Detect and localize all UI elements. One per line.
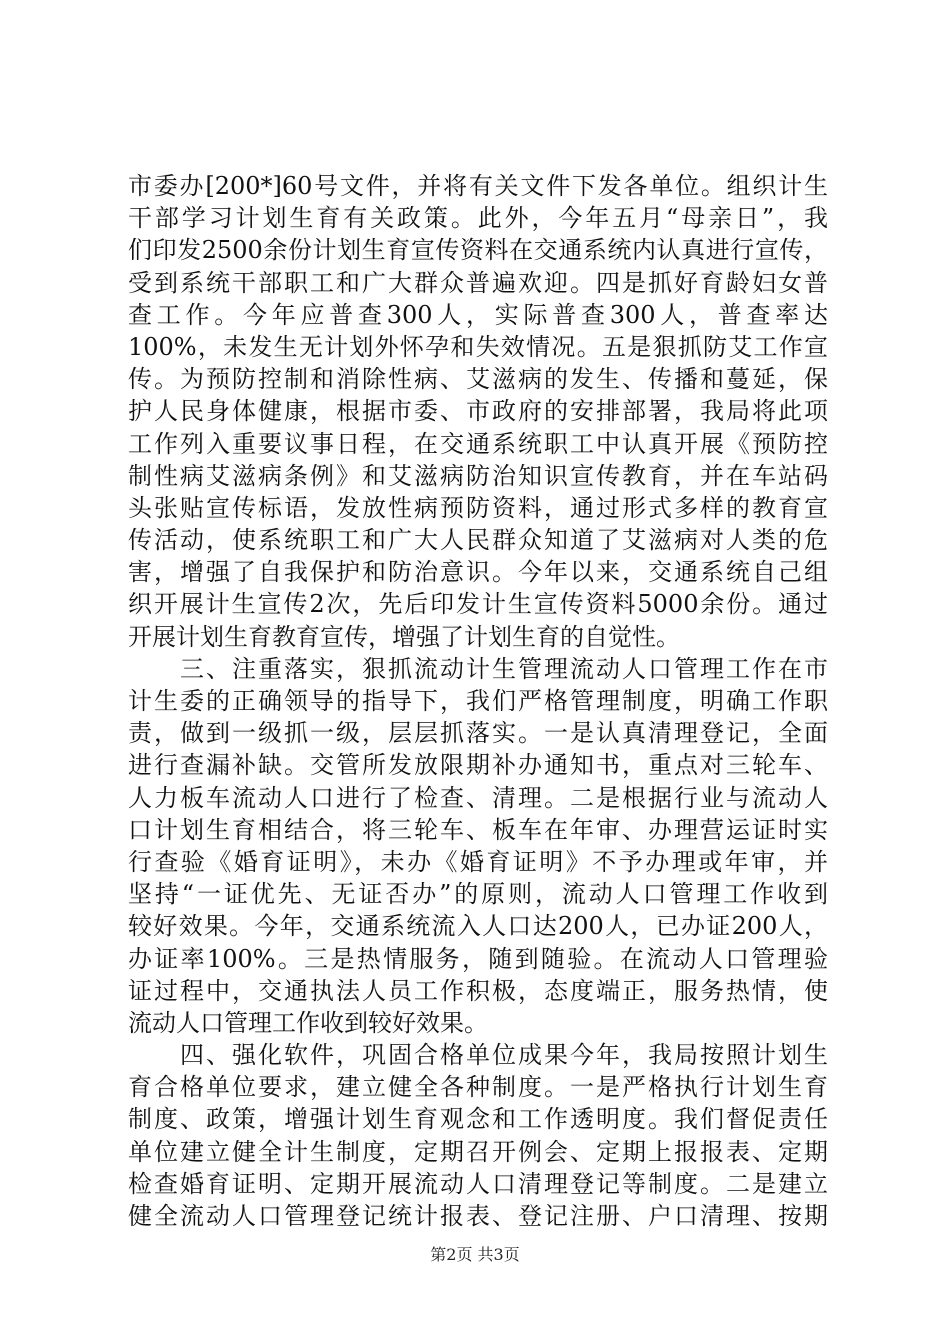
text-line: 三、注重落实，狠抓流动计生管理流动人口管理工作在市 bbox=[128, 654, 828, 683]
text-line: 责，做到一级抓一级，层层抓落实。一是认真清理登记，全面 bbox=[128, 719, 828, 748]
text-line: 证过程中，交通执法人员工作积极，态度端正，服务热情，使 bbox=[128, 976, 828, 1005]
text-line: 健全流动人口管理登记统计报表、登记注册、户口清理、按期 bbox=[128, 1202, 828, 1230]
text-line: 们印发2500余份计划生育宣传资料在交通系统内认真进行宣传， bbox=[128, 236, 828, 265]
text-line: 流动人口管理工作收到较好效果。 bbox=[128, 1008, 488, 1037]
body-text bbox=[128, 170, 828, 1232]
text-line: 单位建立健全计生制度，定期召开例会、定期上报报表、定期 bbox=[128, 1137, 828, 1166]
text-line: 制性病艾滋病条例》和艾滋病防治知识宣传教育，并在车站码 bbox=[128, 461, 828, 490]
text-line: 传活动，使系统职工和广大人民群众知道了艾滋病对人类的危 bbox=[128, 526, 828, 555]
text-line: 育合格单位要求，建立健全各种制度。一是严格执行计划生育 bbox=[128, 1073, 828, 1102]
text-line: 较好效果。今年，交通系统流入人口达200人，已办证200人， bbox=[128, 912, 828, 941]
text-line: 开展计划生育教育宣传，增强了计划生育的自觉性。 bbox=[128, 622, 680, 651]
text-line: 头张贴宣传标语，发放性病预防资料，通过形式多样的教育宣 bbox=[128, 493, 828, 522]
text-line: 人力板车流动人口进行了检查、清理。二是根据行业与流动人 bbox=[128, 783, 828, 812]
page-number-footer: 第2页 共3页 bbox=[430, 1245, 520, 1264]
text-line: 检查婚育证明、定期开展流动人口清理登记等制度。二是建立 bbox=[128, 1169, 828, 1198]
text-line: 工作列入重要议事日程，在交通系统职工中认真开展《预防控 bbox=[128, 429, 828, 458]
text-line: 进行查漏补缺。交管所发放限期补办通知书，重点对三轮车、 bbox=[128, 751, 828, 780]
text-line: 护人民身体健康，根据市委、市政府的安排部署，我局将此项 bbox=[128, 397, 828, 426]
text-line: 制度、政策，增强计划生育观念和工作透明度。我们督促责任 bbox=[128, 1105, 828, 1134]
text-line: 市委办[200*]60号文件，并将有关文件下发各单位。组织计生 bbox=[128, 172, 828, 200]
text-line: 干部学习计划生育有关政策。此外，今年五月“母亲日”，我 bbox=[128, 204, 828, 233]
text-line: 口计划生育相结合，将三轮车、板车在年审、办理营运证时实 bbox=[128, 815, 828, 844]
text-line: 四、强化软件，巩固合格单位成果今年，我局按照计划生 bbox=[128, 1041, 828, 1070]
text-line: 坚持“一证优先、无证否办”的原则，流动人口管理工作收到 bbox=[128, 880, 828, 909]
text-line: 100%，未发生无计划外怀孕和失效情况。五是狠抓防艾工作宣 bbox=[128, 332, 828, 361]
text-line: 害，增强了自我保护和防治意识。今年以来，交通系统自己组 bbox=[128, 558, 828, 587]
text-line: 查工作。今年应普查300人，实际普查300人，普查率达 bbox=[128, 300, 828, 329]
text-line: 受到系统干部职工和广大群众普遍欢迎。四是抓好育龄妇女普 bbox=[128, 268, 828, 297]
text-line: 织开展计生宣传2次，先后印发计生宣传资料5000余份。通过 bbox=[128, 590, 828, 619]
text-line: 办证率100%。三是热情服务，随到随验。在流动人口管理验 bbox=[128, 944, 828, 973]
text-line: 计生委的正确领导的指导下，我们严格管理制度，明确工作职 bbox=[128, 687, 828, 715]
text-line: 行查验《婚育证明》，未办《婚育证明》不予办理或年审，并 bbox=[128, 847, 828, 876]
text-line: 传。为预防控制和消除性病、艾滋病的发生、传播和蔓延，保 bbox=[128, 365, 828, 394]
